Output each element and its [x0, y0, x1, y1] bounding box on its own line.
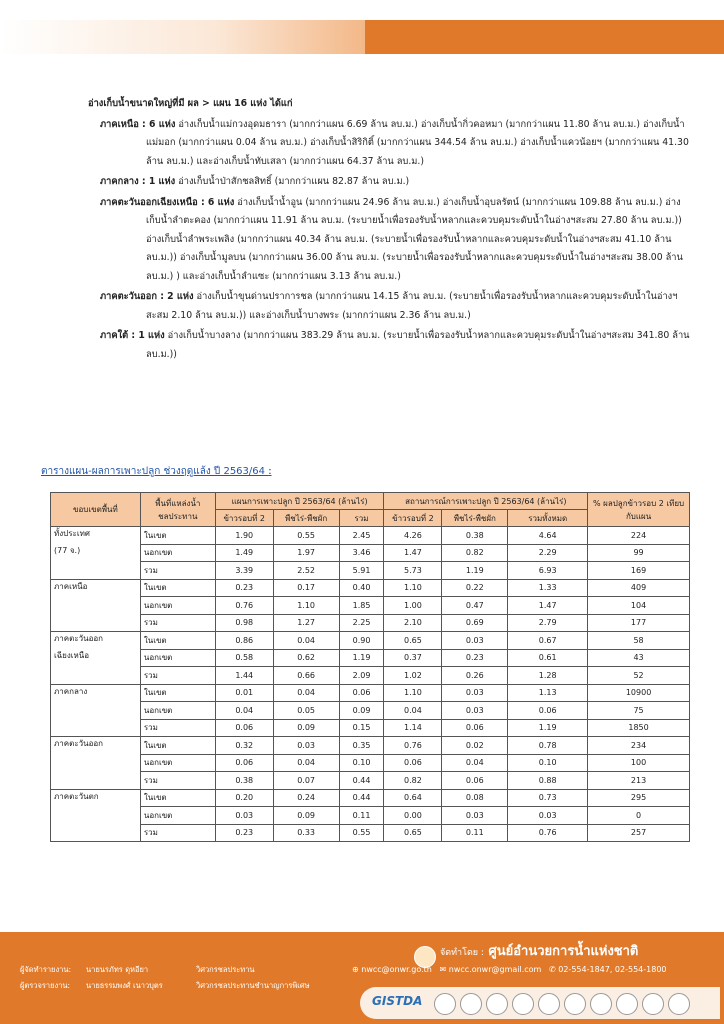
- planting-table: [50, 492, 690, 842]
- header-status-rice2: ข้าวรอบที่ 2: [384, 510, 442, 527]
- area-cell: นอกเขต: [140, 754, 215, 772]
- phone: 02-554-1847, 02-554-1800: [558, 965, 667, 974]
- value-cell: 0.11: [339, 807, 384, 825]
- region-cell: ทั้งประเทศ: [51, 527, 141, 545]
- value-cell: 10900: [588, 684, 690, 702]
- area-cell: นอกเขต: [140, 649, 215, 667]
- partner-logo-icon: [564, 993, 586, 1015]
- value-cell: 0.65: [384, 824, 442, 842]
- value-cell: 75: [588, 702, 690, 720]
- value-cell: 0.02: [442, 737, 508, 755]
- value-cell: 0.09: [339, 702, 384, 720]
- region-label: ภาคตะวันออกเฉียงเหนือ : 6 แห่ง: [100, 196, 235, 208]
- region-cell: [51, 562, 141, 580]
- partner-logo-icon: [668, 993, 690, 1015]
- region-cell: ภาคตะวันออก: [51, 632, 141, 650]
- area-cell: ในเขต: [140, 789, 215, 807]
- region-paragraph: [60, 288, 690, 325]
- area-cell: ในเขต: [140, 684, 215, 702]
- value-cell: 0.64: [384, 789, 442, 807]
- value-cell: 52: [588, 667, 690, 685]
- value-cell: 0.04: [273, 754, 339, 772]
- value-cell: 1.19: [442, 562, 508, 580]
- value-cell: 0.01: [215, 684, 273, 702]
- value-cell: 43: [588, 649, 690, 667]
- area-cell: นอกเขต: [140, 702, 215, 720]
- checker-name: นายธรรมพงศ์ เนาวบุตร: [86, 981, 163, 990]
- value-cell: 0.82: [384, 772, 442, 790]
- value-cell: 0.35: [339, 737, 384, 755]
- value-cell: 0.40: [339, 579, 384, 597]
- value-cell: 0: [588, 807, 690, 825]
- value-cell: 0.06: [442, 772, 508, 790]
- value-cell: 0.09: [273, 719, 339, 737]
- value-cell: 0.47: [442, 597, 508, 615]
- reporter-label: ผู้จัดทำรายงาน:: [20, 965, 71, 974]
- partner-logo-icon: [616, 993, 638, 1015]
- value-cell: 0.32: [215, 737, 273, 755]
- region-cell: [51, 667, 141, 685]
- value-cell: 0.82: [442, 544, 508, 562]
- header-percent: % ผลปลูกข้าวรอบ 2 เทียบกับแผน: [588, 493, 690, 527]
- partner-logo-icon: [486, 993, 508, 1015]
- area-cell: ในเขต: [140, 632, 215, 650]
- value-cell: 0.10: [339, 754, 384, 772]
- region-paragraph: [60, 327, 690, 364]
- value-cell: 169: [588, 562, 690, 580]
- value-cell: 0.76: [215, 597, 273, 615]
- area-cell: ในเขต: [140, 579, 215, 597]
- value-cell: 0.04: [384, 702, 442, 720]
- checker-role: วิศวกรชลประทานชำนาญการพิเศษ: [196, 981, 310, 990]
- region-cell: (77 จ.): [51, 544, 141, 562]
- value-cell: 0.06: [508, 702, 588, 720]
- globe-icon: ⊕: [352, 965, 359, 974]
- value-cell: 1.10: [384, 684, 442, 702]
- value-cell: 0.69: [442, 614, 508, 632]
- value-cell: 0.66: [273, 667, 339, 685]
- table-row: [51, 737, 690, 755]
- header-accent-bar: [365, 20, 724, 54]
- region-cell: ภาคตะวันตก: [51, 789, 141, 807]
- reporter-name: นายนรภัทร ดุหอียา: [86, 965, 149, 974]
- region-text: อ่างเก็บน้ำบางลาง (มากกว่าแผน 383.29 ล้าน ลบ.ม. (ระบายน้ำเพื่อรองรับน้ำหลากและควบคุมระดับน้ำในอ่างฯสะสม 341.80 ล้าน ลบ.ม.)): [146, 330, 690, 360]
- value-cell: 0.03: [442, 684, 508, 702]
- email-1[interactable]: nwcc@onwr.go.th: [361, 965, 432, 974]
- area-cell: รวม: [140, 667, 215, 685]
- region-text: อ่างเก็บน้ำแม่กวงอุดมธารา (มากกว่าแผน 6.69 ล้าน ลบ.ม.) อ่างเก็บน้ำกิ่วคอหมา (มากกว่าแผน 11.80 ล้าน ลบ.ม.) อ่างเก็บน้ำแม่มอก (มากกว่าแผน 0.04 ล้าน ลบ.ม.) อ่างเก็บน้ำสิริกิติ์ (มากกว่าแผน 344.54 ล้าน ลบ.ม.) อ่างเก็บน้ำแควน้อยฯ (มากกว่าแผน 41.30 ล้าน ลบ.ม.) และอ่างเก็บน้ำทับเสลา (มากกว่าแผน 64.37 ล้าน ลบ.ม.): [146, 118, 689, 167]
- region-cell: [51, 702, 141, 720]
- value-cell: 0.86: [215, 632, 273, 650]
- value-cell: 409: [588, 579, 690, 597]
- value-cell: 1.90: [215, 527, 273, 545]
- value-cell: 0.58: [215, 649, 273, 667]
- value-cell: 295: [588, 789, 690, 807]
- region-label: ภาคเหนือ : 6 แห่ง: [100, 118, 176, 130]
- value-cell: 1.47: [508, 597, 588, 615]
- value-cell: 0.23: [442, 649, 508, 667]
- area-cell: รวม: [140, 719, 215, 737]
- region-cell: เฉียงเหนือ: [51, 649, 141, 667]
- value-cell: 0.76: [508, 824, 588, 842]
- value-cell: 0.11: [442, 824, 508, 842]
- value-cell: 0.55: [339, 824, 384, 842]
- value-cell: 0.20: [215, 789, 273, 807]
- value-cell: 0.65: [384, 632, 442, 650]
- value-cell: 100: [588, 754, 690, 772]
- value-cell: 104: [588, 597, 690, 615]
- value-cell: 1.27: [273, 614, 339, 632]
- org-name: ศูนย์อำนวยการน้ำแห่งชาติ: [488, 944, 639, 959]
- value-cell: 99: [588, 544, 690, 562]
- value-cell: 5.91: [339, 562, 384, 580]
- region-text: อ่างเก็บน้ำน้ำอูน (มากกว่าแผน 24.96 ล้าน ลบ.ม.) อ่างเก็บน้ำอุบลรัตน์ (มากกว่าแผน 109.88 ล้าน ลบ.ม.) อ่างเก็บน้ำลำตะคอง (มากกว่าแผน 11.91 ล้าน ลบ.ม. (ระบายน้ำเพื่อรองรับน้ำหลากและควบคุมระดับน้ำในอ่างฯสะสม 27.80 ล้าน ลบ.ม.)) อ่างเก็บน้ำลำพระเพลิง (มากกว่าแผน 40.34 ล้าน ลบ.ม. (ระบายน้ำเพื่อรองรับน้ำหลากและควบคุมระดับน้ำในอ่างฯสะสม 41.10 ล้าน ลบ.ม.)) อ่างเก็บน้ำมูลบน (มากกว่าแผน 36.00 ล้าน ลบ.ม. (ระบายน้ำเพื่อรองรับน้ำหลากและควบคุมระดับน้ำในอ่างฯสะสม 38.00 ล้าน ลบ.ม.) ) และอ่างเก็บน้ำลำแซะ (มากกว่าแผน 3.13 ล้าน ลบ.ม.): [146, 196, 683, 282]
- header-status-crops: พืชไร่-พืชผัก: [442, 510, 508, 527]
- value-cell: 2.10: [384, 614, 442, 632]
- table-title[interactable]: ตารางแผน-ผลการเพาะปลูก ช่วงฤดูแล้ง ปี 2563/64: [41, 466, 265, 477]
- value-cell: 1.85: [339, 597, 384, 615]
- org-prefix: จัดทำโดย :: [440, 948, 484, 958]
- region-cell: [51, 597, 141, 615]
- reporter-role: วิศวกรชลประทาน: [196, 965, 255, 974]
- region-text: อ่างเก็บน้ำป่าสักชลสิทธิ์ (มากกว่าแผน 82.87 ล้าน ลบ.ม.): [178, 176, 410, 187]
- value-cell: 0.09: [273, 807, 339, 825]
- value-cell: 0.98: [215, 614, 273, 632]
- value-cell: 0.03: [215, 807, 273, 825]
- header-plan-group: แผนการเพาะปลูก ปี 2563/64 (ล้านไร่): [215, 493, 384, 510]
- table-row: [51, 562, 690, 580]
- value-cell: 234: [588, 737, 690, 755]
- value-cell: 0.23: [215, 824, 273, 842]
- value-cell: 0.10: [508, 754, 588, 772]
- table-row: [51, 684, 690, 702]
- partner-logo-icon: [642, 993, 664, 1015]
- region-label: ภาคกลาง : 1 แห่ง: [100, 176, 176, 187]
- value-cell: 1.02: [384, 667, 442, 685]
- value-cell: 0.22: [442, 579, 508, 597]
- table-row: [51, 824, 690, 842]
- value-cell: 2.45: [339, 527, 384, 545]
- value-cell: 0.15: [339, 719, 384, 737]
- value-cell: 0.05: [273, 702, 339, 720]
- area-cell: รวม: [140, 772, 215, 790]
- table-title-wrap: [41, 464, 272, 479]
- value-cell: 2.09: [339, 667, 384, 685]
- value-cell: 0.03: [508, 807, 588, 825]
- footer: [0, 932, 724, 1024]
- region-cell: [51, 772, 141, 790]
- value-cell: 0.03: [442, 807, 508, 825]
- value-cell: 1.10: [273, 597, 339, 615]
- value-cell: 1.97: [273, 544, 339, 562]
- region-cell: ภาคตะวันออก: [51, 737, 141, 755]
- value-cell: 0.76: [384, 737, 442, 755]
- table-row: [51, 719, 690, 737]
- value-cell: 0.61: [508, 649, 588, 667]
- value-cell: 0.90: [339, 632, 384, 650]
- header-plan-rice2: ข้าวรอบที่ 2: [215, 510, 273, 527]
- value-cell: 1.13: [508, 684, 588, 702]
- table-row: [51, 702, 690, 720]
- region-text: อ่างเก็บน้ำขุนด่านปราการชล (มากกว่าแผน 14.15 ล้าน ลบ.ม. (ระบายน้ำเพื่อรองรับน้ำหลากและควบคุมระดับน้ำในอ่างฯสะสม 2.10 ล้าน ลบ.ม.)) และอ่างเก็บน้ำบางพระ (มากกว่าแผน 2.36 ล้าน ลบ.ม.): [146, 291, 678, 321]
- value-cell: 2.52: [273, 562, 339, 580]
- table-row: [51, 807, 690, 825]
- value-cell: 1.49: [215, 544, 273, 562]
- table-row: [51, 632, 690, 650]
- value-cell: 1.19: [508, 719, 588, 737]
- value-cell: 1850: [588, 719, 690, 737]
- table-row: [51, 527, 690, 545]
- value-cell: 2.29: [508, 544, 588, 562]
- value-cell: 0.44: [339, 789, 384, 807]
- value-cell: 1.00: [384, 597, 442, 615]
- value-cell: 1.19: [339, 649, 384, 667]
- value-cell: 0.33: [273, 824, 339, 842]
- value-cell: 0.03: [273, 737, 339, 755]
- org-block: [440, 940, 638, 961]
- value-cell: 3.46: [339, 544, 384, 562]
- value-cell: 0.67: [508, 632, 588, 650]
- area-cell: นอกเขต: [140, 597, 215, 615]
- value-cell: 0.23: [215, 579, 273, 597]
- value-cell: 0.62: [273, 649, 339, 667]
- value-cell: 0.78: [508, 737, 588, 755]
- value-cell: 177: [588, 614, 690, 632]
- value-cell: 6.93: [508, 562, 588, 580]
- region-label: ภาคตะวันออก : 2 แห่ง: [100, 291, 194, 302]
- area-cell: นอกเขต: [140, 807, 215, 825]
- table-row: [51, 754, 690, 772]
- value-cell: 0.07: [273, 772, 339, 790]
- value-cell: 4.26: [384, 527, 442, 545]
- value-cell: 0.06: [339, 684, 384, 702]
- checker-label: ผู้ตรวจรายงาน:: [20, 981, 71, 990]
- value-cell: 0.44: [339, 772, 384, 790]
- region-cell: [51, 807, 141, 825]
- value-cell: 2.25: [339, 614, 384, 632]
- value-cell: 58: [588, 632, 690, 650]
- value-cell: 0.24: [273, 789, 339, 807]
- header-gradient: [0, 20, 365, 54]
- value-cell: 0.17: [273, 579, 339, 597]
- phone-icon: ✆: [549, 965, 556, 974]
- value-cell: 224: [588, 527, 690, 545]
- partner-logo-icon: [512, 993, 534, 1015]
- table-row: [51, 579, 690, 597]
- value-cell: 0.04: [442, 754, 508, 772]
- header-water-source: พื้นที่แหล่งน้ำ ชลประทาน: [140, 493, 215, 527]
- value-cell: 0.04: [215, 702, 273, 720]
- table-row: [51, 772, 690, 790]
- partner-logo-icon: [460, 993, 482, 1015]
- partner-logo-icon: [538, 993, 560, 1015]
- region-cell: [51, 614, 141, 632]
- value-cell: 0.38: [442, 527, 508, 545]
- region-label: ภาคใต้ : 1 แห่ง: [100, 330, 165, 341]
- value-cell: 0.38: [215, 772, 273, 790]
- value-cell: 0.55: [273, 527, 339, 545]
- region-cell: [51, 719, 141, 737]
- value-cell: 0.73: [508, 789, 588, 807]
- area-cell: รวม: [140, 562, 215, 580]
- value-cell: 1.10: [384, 579, 442, 597]
- header-status-total: รวมทั้งหมด: [508, 510, 588, 527]
- value-cell: 0.04: [273, 632, 339, 650]
- mail-icon: ✉: [439, 965, 447, 974]
- region-cell: [51, 754, 141, 772]
- contact-line: [352, 965, 667, 974]
- value-cell: 3.39: [215, 562, 273, 580]
- value-cell: 1.47: [384, 544, 442, 562]
- value-cell: 0.04: [273, 684, 339, 702]
- email-2[interactable]: nwcc.onwr@gmail.com: [448, 965, 542, 974]
- header-band: [0, 0, 724, 60]
- value-cell: 0.08: [442, 789, 508, 807]
- header-plan-total: รวม: [339, 510, 384, 527]
- value-cell: 1.44: [215, 667, 273, 685]
- table-row: [51, 614, 690, 632]
- value-cell: 5.73: [384, 562, 442, 580]
- value-cell: 0.06: [442, 719, 508, 737]
- header-status-group: สถานการณ์การเพาะปลูก ปี 2563/64 (ล้านไร่): [384, 493, 588, 510]
- value-cell: 0.06: [384, 754, 442, 772]
- table-row: [51, 597, 690, 615]
- partner-logo-icon: [434, 993, 456, 1015]
- table-row: [51, 667, 690, 685]
- intro-heading: อ่างเก็บน้ำขนาดใหญ่ที่มี ผล > แผน 16 แห่ง ได้แก่: [88, 98, 293, 109]
- value-cell: 0.37: [384, 649, 442, 667]
- value-cell: 1.33: [508, 579, 588, 597]
- region-paragraph: [60, 116, 690, 172]
- intro-section: [60, 95, 690, 364]
- table-row: [51, 649, 690, 667]
- value-cell: 0.00: [384, 807, 442, 825]
- region-paragraph: [60, 194, 690, 287]
- table-body: [51, 527, 690, 842]
- region-cell: ภาคกลาง: [51, 684, 141, 702]
- value-cell: 213: [588, 772, 690, 790]
- header-plan-crops: พืชไร่-พืชผัก: [273, 510, 339, 527]
- table-row: [51, 544, 690, 562]
- value-cell: 0.26: [442, 667, 508, 685]
- value-cell: 257: [588, 824, 690, 842]
- value-cell: 0.88: [508, 772, 588, 790]
- region-paragraph: [60, 173, 690, 192]
- value-cell: 2.79: [508, 614, 588, 632]
- value-cell: 0.03: [442, 632, 508, 650]
- partner-logo-icon: [590, 993, 612, 1015]
- area-cell: รวม: [140, 824, 215, 842]
- area-cell: ในเขต: [140, 737, 215, 755]
- gistda-logo: GISTDA: [372, 994, 423, 1008]
- value-cell: 0.06: [215, 719, 273, 737]
- header-zone: ขอบเขตพื้นที่: [51, 493, 141, 527]
- region-cell: [51, 824, 141, 842]
- value-cell: 1.28: [508, 667, 588, 685]
- area-cell: ในเขต: [140, 527, 215, 545]
- region-cell: ภาคเหนือ: [51, 579, 141, 597]
- area-cell: นอกเขต: [140, 544, 215, 562]
- value-cell: 4.64: [508, 527, 588, 545]
- value-cell: 0.03: [442, 702, 508, 720]
- region-list: [60, 116, 690, 365]
- table-row: [51, 789, 690, 807]
- value-cell: 0.06: [215, 754, 273, 772]
- area-cell: รวม: [140, 614, 215, 632]
- partner-logos: [360, 987, 720, 1019]
- table-title-colon: :: [268, 466, 272, 477]
- credits: [20, 962, 310, 994]
- value-cell: 1.14: [384, 719, 442, 737]
